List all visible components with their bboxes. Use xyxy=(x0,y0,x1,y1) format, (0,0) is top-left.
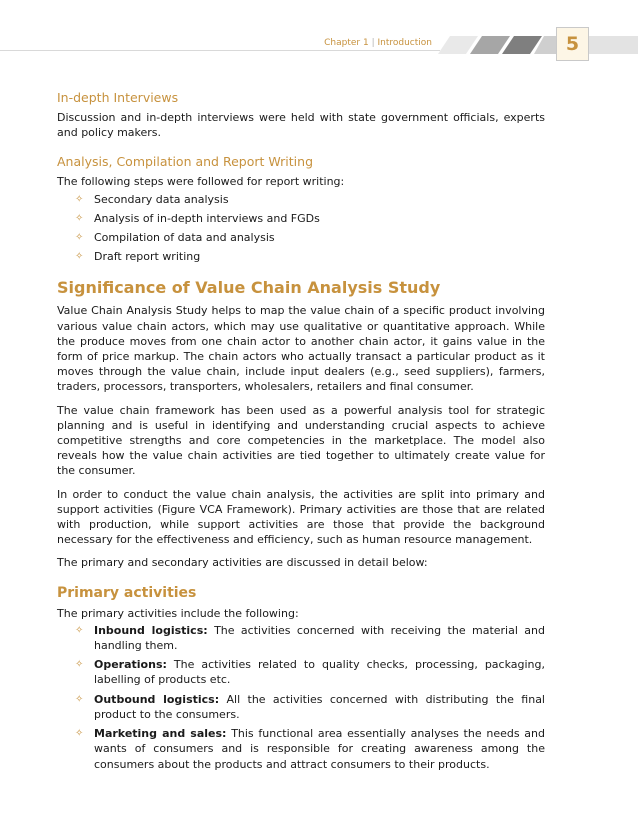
term-outbound-logistics: Outbound logistics: xyxy=(94,692,220,706)
diamond-bullet-icon: ✧ xyxy=(75,193,84,205)
header-right-band xyxy=(589,36,638,54)
running-head xyxy=(290,38,432,48)
heading-analysis-compilation: Analysis, Compilation and Report Writing xyxy=(57,154,313,170)
primary-activities-list xyxy=(57,623,545,772)
header-decoration-stripes xyxy=(438,36,558,54)
chapter-label: Chapter 1 xyxy=(324,38,369,48)
section-label: Introduction xyxy=(377,38,432,48)
list-item: ✧ Secondary data analysis xyxy=(75,192,229,206)
report-steps-list xyxy=(57,192,545,265)
list-item: ✧ Outbound logistics: All the activities concerned with distributing the final product to the consumers. xyxy=(75,692,545,721)
list-item: ✧ Operations: The activities related to quality checks, processing, packaging, labelling of products etc. xyxy=(75,658,545,687)
list-item: ✧ Marketing and sales: This functional area essentially analyses the needs and wants of consumers and is responsible for creating awareness among the consumers about the products and attract consumers to their products. xyxy=(75,727,546,771)
list-item: ✧ Draft report writing xyxy=(75,250,201,264)
significance-paragraph-1: Value Chain Analysis Study helps to map the value chain of a specific product involving various value chain actors, which may use qualitative or quantitative approach. While the produce moves from one chain actor to another chain actor, it gains value in the form of price markup. The chain actors who actually transact a particular product as it moves through the value chain, include input dealers (e.g., seed suppliers), farmers, traders, processors, transporters, wholesalers, retailers and final consumer. xyxy=(57,304,545,394)
diamond-bullet-icon: ✧ xyxy=(75,693,84,705)
page-number: 5 xyxy=(565,33,580,55)
significance-paragraph-4: The primary and secondary activities are discussed in detail below: xyxy=(57,556,428,570)
term-operations: Operations: xyxy=(94,658,167,672)
interviews-paragraph: Discussion and in-depth interviews were held with state government officials, experts and policy makers. xyxy=(57,111,545,140)
diamond-bullet-icon: ✧ xyxy=(75,659,84,671)
term-inbound-logistics: Inbound logistics: xyxy=(94,623,208,637)
header-rule xyxy=(0,50,440,51)
running-head-separator: | xyxy=(371,38,375,48)
list-item: ✧ Compilation of data and analysis xyxy=(75,231,275,245)
page-header xyxy=(0,0,638,70)
significance-paragraph-3: In order to conduct the value chain analysis, the activities are split into primary and support activities (Figure VCA Framework). Primary activities are those that are related with production, while support activities are those that provide the background necessary for the effectiveness and efficiency, such as human resource management. xyxy=(57,487,545,547)
page-number-badge xyxy=(556,27,589,61)
page-body xyxy=(57,90,545,782)
term-marketing-and-sales: Marketing and sales: xyxy=(94,727,227,741)
heading-significance: Significance of Value Chain Analysis Study xyxy=(57,278,441,298)
heading-in-depth-interviews: In-depth Interviews xyxy=(57,90,179,105)
list-item: ✧ Analysis of in-depth interviews and FGDs xyxy=(75,211,320,225)
diamond-bullet-icon: ✧ xyxy=(75,624,84,636)
analysis-intro: The following steps were followed for report writing: xyxy=(57,175,345,189)
significance-paragraph-2: The value chain framework has been used as a powerful analysis tool for strategic planning and is useful in identifying and understanding crucial aspects to achieve competitive strengths and core competencies in the marketplace. The model also reveals how the value chain activities are tied together to ultimately create value for the consumer. xyxy=(57,403,545,478)
diamond-bullet-icon: ✧ xyxy=(75,251,84,263)
primary-intro: The primary activities include the following: xyxy=(57,606,299,620)
diamond-bullet-icon: ✧ xyxy=(75,212,84,224)
diamond-bullet-icon: ✧ xyxy=(75,728,84,740)
list-item: ✧ Inbound logistics: The activities concerned with receiving the material and handling them. xyxy=(75,623,545,653)
heading-primary-activities: Primary activities xyxy=(57,584,197,601)
diamond-bullet-icon: ✧ xyxy=(75,232,84,244)
